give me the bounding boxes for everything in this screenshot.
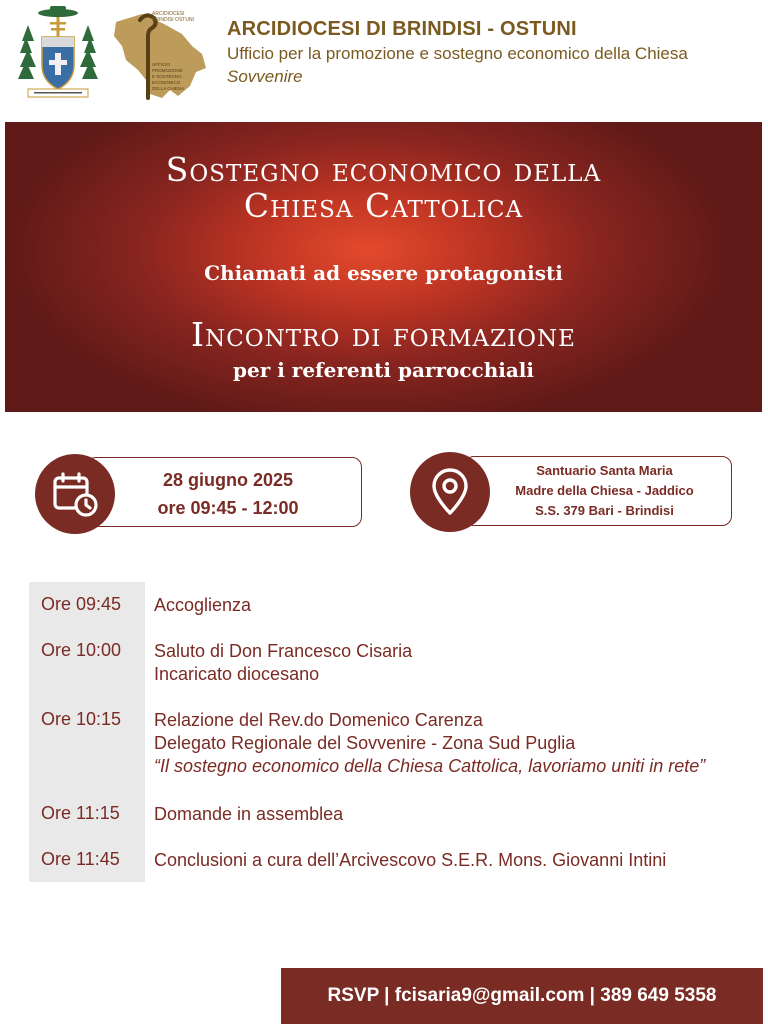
puglia-map-logo-icon bbox=[112, 10, 210, 102]
location-icon-circle bbox=[410, 452, 490, 532]
office-logo-line: DELLA CHIESA bbox=[152, 86, 185, 91]
event-location-block bbox=[492, 461, 717, 521]
banner-event-subtitle: per i referenti parrocchiali bbox=[233, 358, 534, 382]
schedule-line: Delegato Regionale del Sovvenire - Zona Sud Puglia bbox=[154, 733, 576, 753]
location-line2: Madre della Chiesa - Jaddico bbox=[515, 483, 694, 498]
office-logo-line: ARCIDIOCESI bbox=[152, 11, 185, 17]
location-line1: Santuario Santa Maria bbox=[536, 463, 673, 478]
organization-title: ARCIDIOCESI DI BRINDISI - OSTUNI bbox=[227, 18, 577, 40]
event-date-block bbox=[143, 466, 313, 522]
organization-subtitle: Ufficio per la promozione e sostegno economico della Chiesa bbox=[227, 44, 688, 63]
rsvp-bar: RSVP | fcisaria9@gmail.com | 389 649 5358 bbox=[281, 968, 763, 1024]
office-logo-line: ECONOMICO bbox=[152, 80, 181, 85]
schedule-description bbox=[154, 640, 412, 686]
schedule-line: Relazione del Rev.do Domenico Carenza bbox=[154, 710, 483, 730]
office-logo-line: E SOSTEGNO bbox=[152, 74, 182, 79]
schedule-time: Ore 09:45 bbox=[41, 594, 122, 614]
coat-of-arms-icon bbox=[16, 3, 100, 103]
map-pin-icon bbox=[427, 467, 473, 517]
banner-title-line2: Chiesa Cattolica bbox=[243, 186, 524, 225]
schedule-time: Ore 11:15 bbox=[41, 803, 120, 823]
office-logo-line: UFFICIO bbox=[152, 62, 170, 67]
schedule-line: Saluto di Don Francesco Cisaria bbox=[154, 641, 413, 661]
schedule-line: Incaricato diocesano bbox=[154, 664, 320, 684]
schedule-quote: “Il sostegno economico della Chiesa Cattolica, lavoriamo uniti in rete” bbox=[154, 756, 706, 776]
schedule-description bbox=[154, 594, 251, 617]
location-line3: S.S. 379 Bari - Brindisi bbox=[535, 503, 674, 518]
calendar-clock-icon bbox=[50, 469, 100, 519]
schedule-description bbox=[154, 849, 666, 872]
schedule-time: Ore 10:15 bbox=[41, 709, 122, 729]
office-logo-line: BRINDISI OSTUNI bbox=[152, 17, 194, 23]
event-time: ore 09:45 - 12:00 bbox=[157, 498, 299, 518]
schedule-time-column bbox=[29, 582, 145, 882]
schedule-time: Ore 11:45 bbox=[41, 849, 120, 869]
banner-title-line1: Sostegno economico della bbox=[165, 150, 602, 189]
office-logo-line: PROMOZIONE bbox=[152, 68, 183, 73]
date-icon-circle bbox=[35, 454, 115, 534]
banner-tagline: Chiamati ad essere protagonisti bbox=[204, 261, 563, 285]
organization-sovvenire: Sovvenire bbox=[227, 67, 303, 86]
schedule-line: Domande in assemblea bbox=[154, 804, 344, 824]
schedule-line: Conclusioni a cura dell’Arcivescovo S.E.R. Mons. Giovanni Intini bbox=[154, 850, 667, 870]
header bbox=[0, 0, 768, 122]
event-banner bbox=[5, 122, 762, 412]
schedule-time: Ore 10:00 bbox=[41, 640, 122, 660]
schedule-line: Accoglienza bbox=[154, 595, 252, 615]
banner-event-title: Incontro di formazione bbox=[191, 315, 576, 354]
schedule-description bbox=[154, 803, 343, 826]
schedule-description bbox=[154, 709, 705, 778]
event-date: 28 giugno 2025 bbox=[162, 470, 294, 490]
